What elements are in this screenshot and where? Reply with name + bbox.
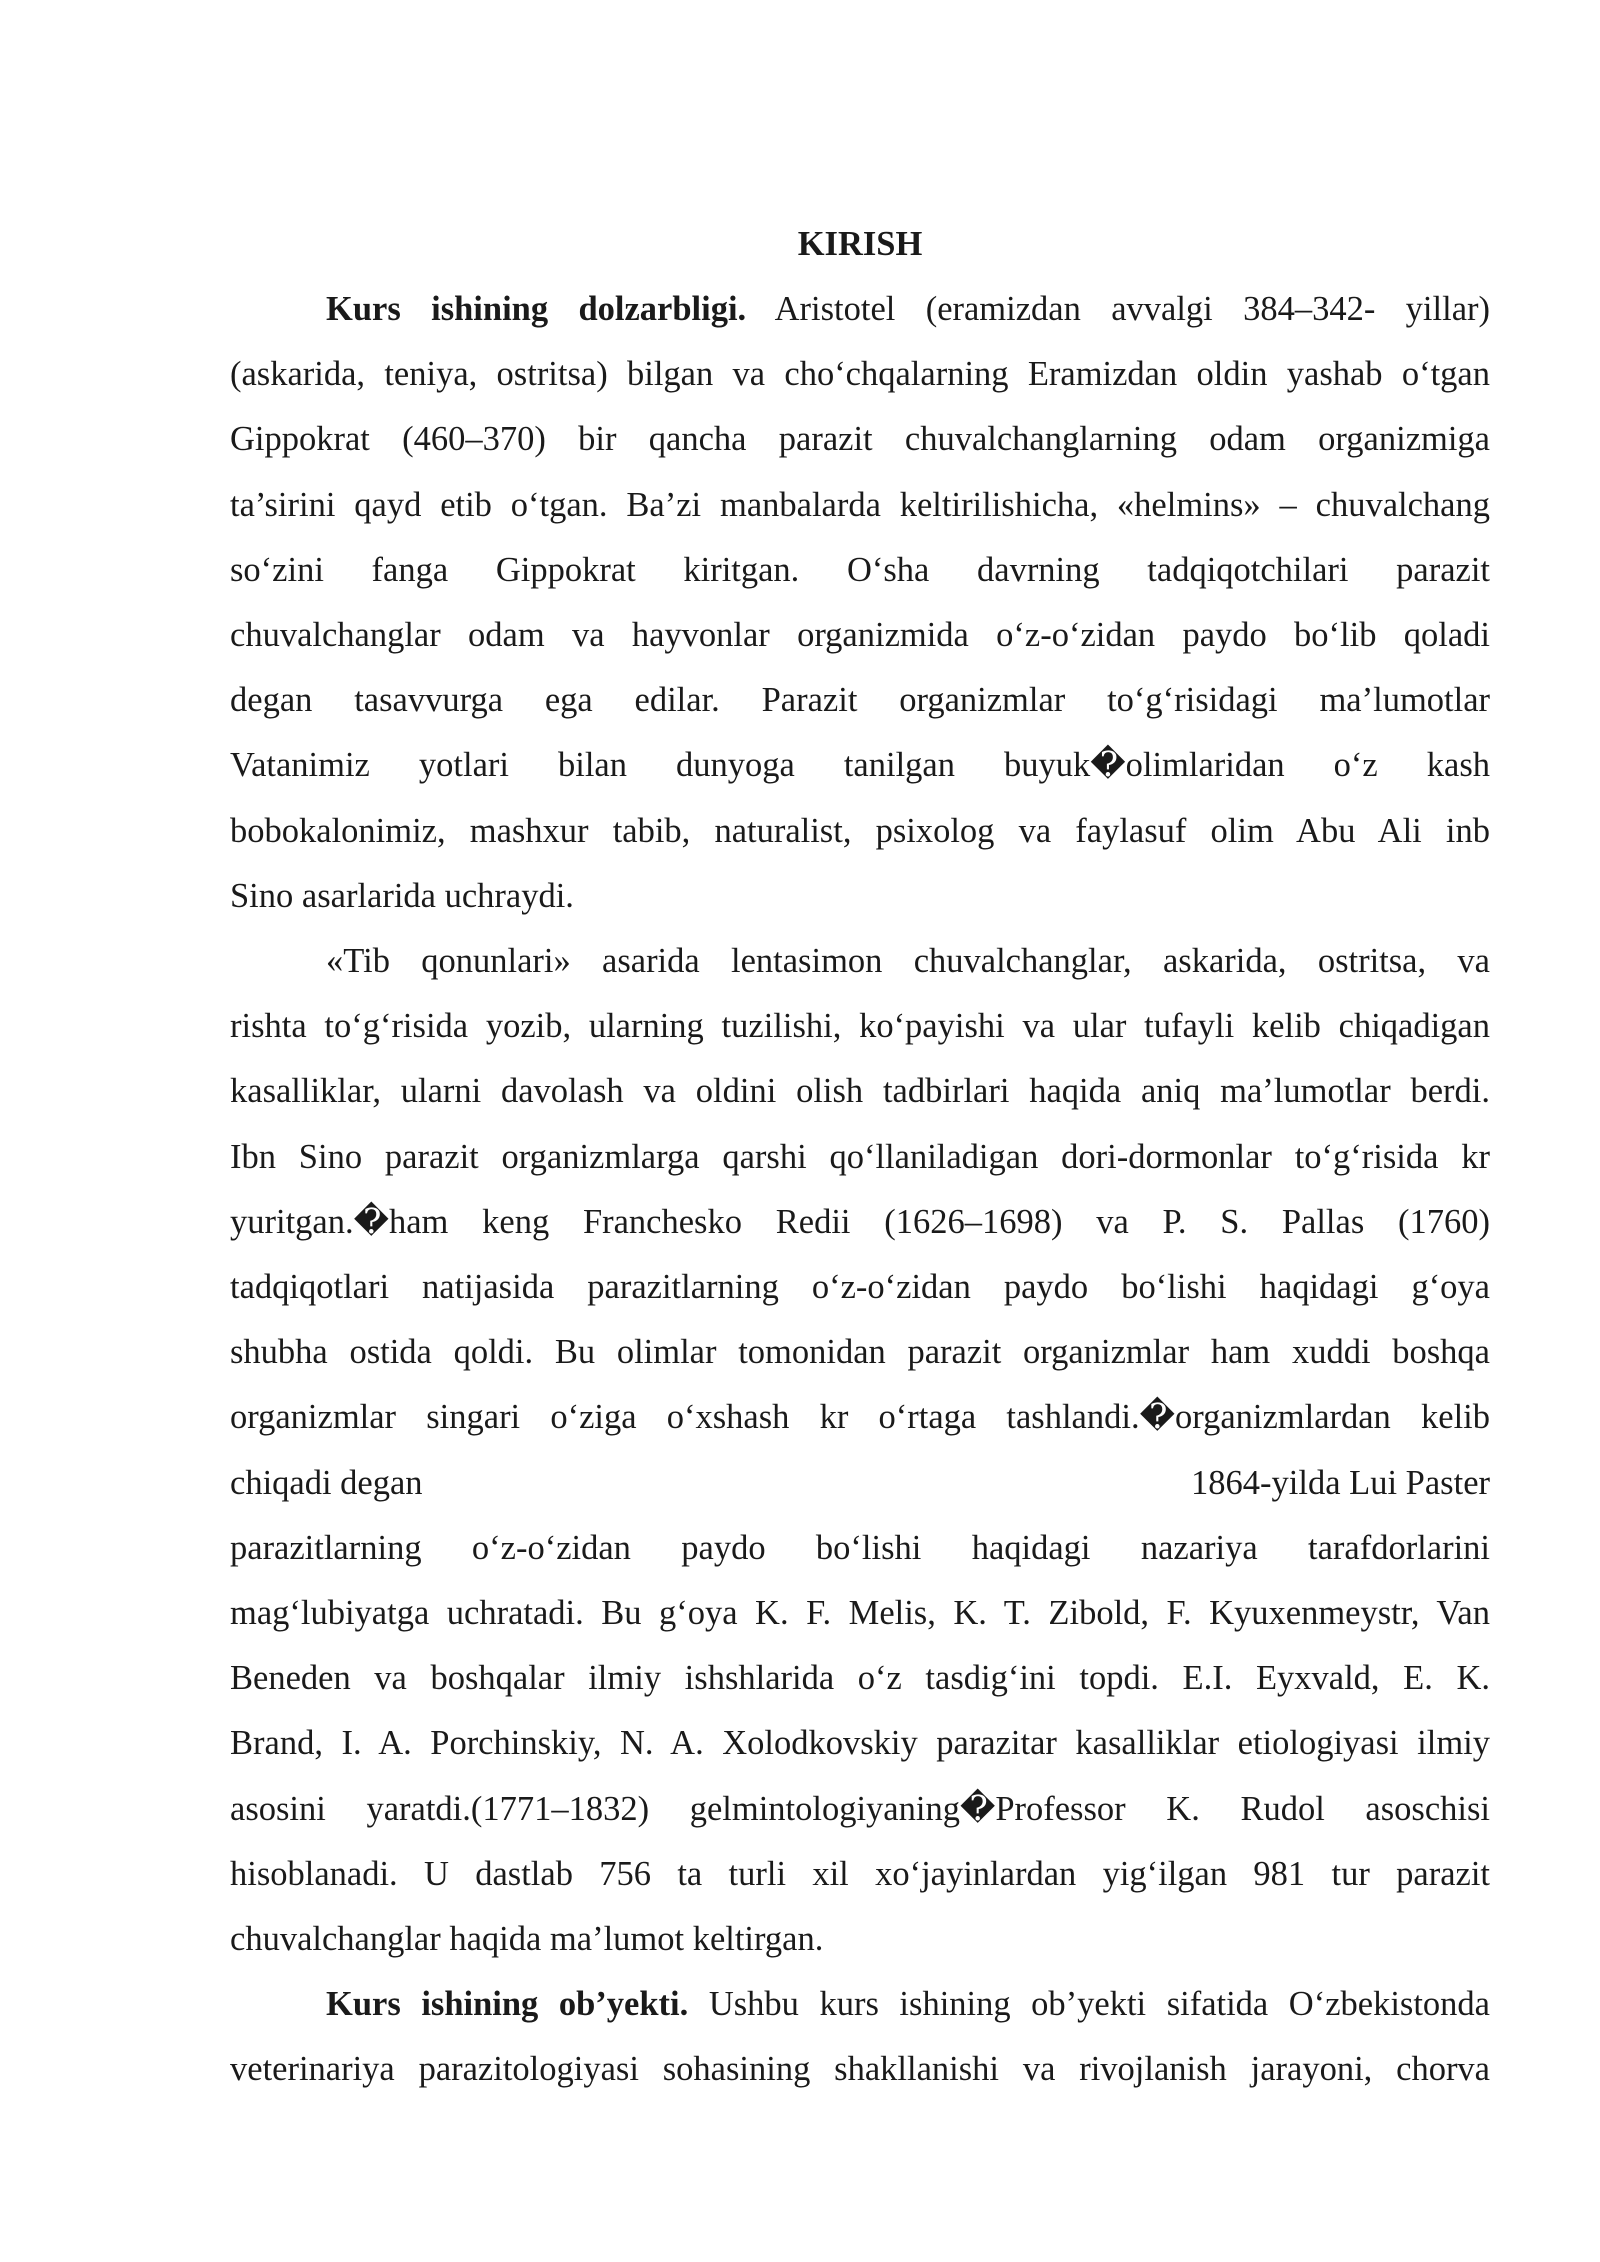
paragraph-line: yuritgan.�ham keng Franchesko Redii (1626–1698) va P. S. Pallas (1760) (230, 1202, 1490, 1241)
paragraph-line: organizmlar singari o‘ziga o‘xshash kr o‘rtaga tashlandi.�organizmlardan kelib (230, 1398, 1490, 1437)
paragraph-line: rishta to‘g‘risida yozib, ularning tuzilishi, ko‘payishi va ular tufayli kelib chiqadigan (230, 1007, 1490, 1046)
paragraph-line: (askarida, teniya, ostritsa) bilgan va cho‘chqalarning Eramizdan oldin yashab o‘tgan (230, 355, 1490, 394)
paragraph-line: bobokalonimiz, mashxur tabib, naturalist, psixolog va faylasuf olim Abu Ali inb (230, 811, 1490, 850)
section-title: KIRISH (797, 225, 923, 263)
paragraph-line: so‘zini fanga Gippokrat kiritgan. O‘sha davrning tadqiqotchilari parazit (230, 550, 1490, 589)
paragraph-line: degan tasavvurga ega edilar. Parazit organizmlar to‘g‘risidagi ma’lumotlar (230, 681, 1490, 720)
paragraph-line: Beneden va boshqalar ilmiy ishshlarida o‘z tasdig‘ini topdi. E.I. Eyxvald, E. K. (230, 1659, 1490, 1698)
split-right-text: 1864-yilda Lui Paster (1191, 1463, 1490, 1502)
paragraph-line: parazitlarning o‘z-o‘zidan paydo bo‘lishi haqidagi nazariya tarafdorlarini (230, 1528, 1490, 1567)
paragraph-object (230, 1972, 1490, 2102)
paragraph-line-split (230, 1451, 1490, 1516)
paragraph-heading: Kurs ishining ob’yekti. (326, 1985, 689, 2024)
paragraph-line: Vatanimiz yotlari bilan dunyoga tanilgan buyuk�olimlaridan o‘z kash (230, 746, 1490, 785)
paragraph-line: mag‘lubiyatga uchratadi. Bu g‘oya K. F. Melis, K. T. Zibold, F. Kyuxenmeystr, Van (230, 1594, 1490, 1633)
paragraph-line: kasalliklar, ularni davolash va oldini olish tadbirlari haqida aniq ma’lumotlar berdi. (230, 1072, 1490, 1111)
paragraph-line: Sino asarlarida uchraydi. (230, 876, 574, 915)
paragraph-line: hisoblanadi. U dastlab 756 ta turli xil xo‘jayinlardan yig‘ilgan 981 tur parazit (230, 1854, 1490, 1893)
paragraph-line: tadqiqotlari natijasida parazitlarning o‘z-o‘zidan paydo bo‘lishi haqidagi g‘oya (230, 1268, 1490, 1307)
paragraph-line (230, 1972, 1490, 2037)
paragraph-line: chuvalchanglar haqida ma’lumot keltirgan. (230, 1920, 824, 1959)
paragraph-line: «Tib qonunlari» asarida lentasimon chuvalchanglar, askarida, ostritsa, va (326, 942, 1490, 981)
paragraph-line: Ibn Sino parazit organizmlarga qarshi qo‘llaniladigan dori-dormonlar to‘g‘risida kr (230, 1137, 1490, 1176)
paragraph-line: asosini yaratdi.(1771–1832) gelmintologiyaning�Professor K. Rudol asoschisi (230, 1789, 1490, 1828)
paragraph-line-text: Aristotel (eramizdan avvalgi 384–342- yillar) (774, 290, 1490, 328)
paragraph-line: veterinariya parazitologiyasi sohasining shakllanishi va rivojlanish jarayoni, chorva (230, 2050, 1490, 2089)
paragraph-line: Brand, I. A. Porchinskiy, N. A. Xolodkovskiy parazitar kasalliklar etiologiyasi ilmiy (230, 1724, 1490, 1763)
document-body (230, 212, 1490, 2103)
split-left-text: chiqadi degan (230, 1463, 423, 1502)
paragraph-relevance (230, 277, 1490, 929)
paragraph-line (230, 277, 1490, 342)
paragraph-ibn-sino (230, 929, 1490, 1972)
paragraph-heading: Kurs ishining dolzarbligi. (326, 290, 747, 328)
paragraph-line: shubha ostida qoldi. Bu olimlar tomonidan parazit organizmlar ham xuddi boshqa (230, 1333, 1490, 1372)
paragraph-line: ta’sirini qayd etib o‘tgan. Ba’zi manbalarda keltirilishicha, «helmins» – chuvalchang (230, 485, 1490, 524)
paragraph-line-text: Ushbu kurs ishining ob’yekti sifatida O‘zbekistonda (708, 1985, 1490, 2024)
paragraph-line: chuvalchanglar odam va hayvonlar organizmida o‘z-o‘zidan paydo bo‘lib qoladi (230, 616, 1490, 655)
paragraph-line: Gippokrat (460–370) bir qancha parazit chuvalchanglarning odam organizmiga (230, 420, 1490, 459)
